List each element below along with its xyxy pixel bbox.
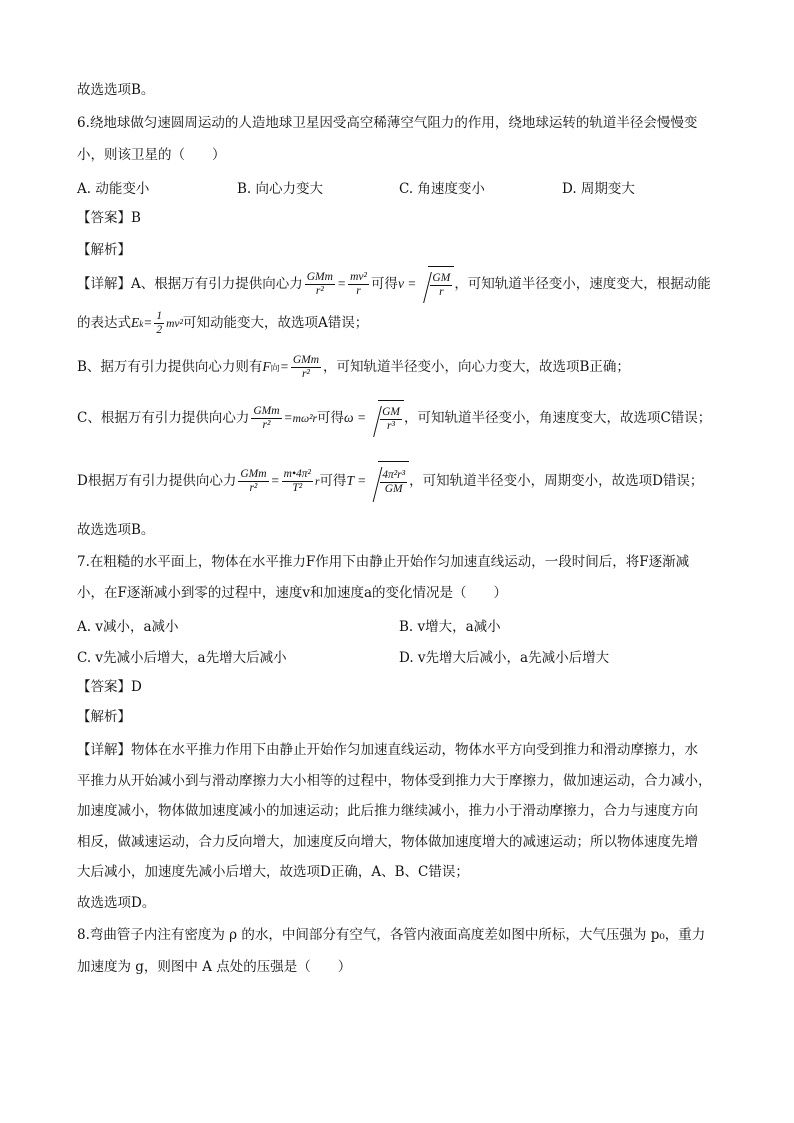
answer-label: 【答案】D — [77, 679, 142, 695]
question-6-text: 6.绕地球做匀速圆周运动的人造地球卫星因受高空稀薄空气阻力的作用，绕地球运转的轨道半径会慢慢变 — [77, 115, 698, 131]
formula-sqrt: $\frac{GM}{\text{r³}}$ — [368, 400, 404, 437]
question-6-options — [77, 177, 717, 195]
question-7-options — [77, 646, 717, 664]
option-c: C. 角速度变小 — [399, 181, 485, 197]
formula-fraction: $\frac{\text{GMm}}{\text{r²}}$ — [292, 354, 320, 380]
detail-line: D根据万有引力提供向心力 $\frac{\text{GMm}}{\text{r²}}$ = $\frac{\text{m•4π²}}{\text{T²}}$ r可得T = $\frac{\text{4π²r³}}{GM}$ ，可知轨道半径变小，周期变小，故选项D错误； — [77, 461, 703, 502]
question-8-text: 加速度为 g，则图中 A 点处的压强是（ ） — [77, 959, 352, 975]
question-6-text: 小，则该卫星的（ ） — [77, 147, 226, 163]
option-a: A. v减小，a减小 — [77, 619, 179, 635]
formula-fraction: $\frac{\text{GMm}}{\text{r²}}$ — [240, 468, 267, 494]
analysis-label: 【解析】 — [77, 709, 131, 725]
detail-line: 【详解】A、根据万有引力提供向心力 $\frac{\text{GMm}}{\text{r²}}$ = $\frac{\text{mv²}}{r}$ 可得v = $\frac{GM}{r}$ ，可知轨道半径变小，速度变大，根据动能 — [77, 266, 711, 303]
text-line: 故选选项D。 — [77, 895, 156, 911]
question-8-text: 8.弯曲管子内注有密度为 ρ 的水，中间部分有空气，各管内液面高度差如图中所标，大气压强为 p₀，重力 — [77, 927, 706, 943]
option-b: B. v增大，a减小 — [399, 619, 501, 635]
formula-fraction: $\frac{\text{m•4π²}}{\text{T²}}$ — [283, 468, 311, 494]
detail-line: 平推力从开始减小到与滑动摩擦力大小相等的过程中，物体受到推力大于摩擦力，做加速运动，合力减小， — [77, 773, 712, 789]
formula-sqrt: $\frac{GM}{r}$ — [418, 266, 454, 303]
option-b: B. 向心力变大 — [237, 181, 324, 197]
option-c: C. v先减小后增大，a先增大后减小 — [77, 650, 287, 666]
analysis-label: 【解析】 — [77, 242, 131, 258]
formula-fraction: $\frac{\text{GMm}}{\text{r²}}$ — [253, 405, 280, 431]
detail-line: 【详解】物体在水平推力作用下由静止开始作匀加速直线运动，物体水平方向受到推力和滑动摩擦力，水 — [77, 742, 698, 758]
detail-line: B、据万有引力提供向心力则有F向= $\frac{\text{GMm}}{\text{r²}}$ ，可知轨道半径变小，向心力变大，故选项B正确； — [77, 354, 630, 380]
detail-line: 大后减小，加速度先减小后增大，故选项D正确，A、B、C错误； — [77, 864, 469, 880]
detail-line: 的表达式Ek= $\frac{1}{2}$ mv²可知动能变大，故选项A错误； — [77, 310, 369, 336]
formula-fraction: $\frac{\text{GMm}}{\text{r²}}$ — [306, 271, 333, 297]
formula-fraction: $\frac{\text{mv²}}{r}$ — [350, 271, 367, 297]
text-line: 故选选项B。 — [77, 82, 155, 98]
detail-line: 加速度减小，物体做加速度减小的加速运动；此后推力继续减小，推力小于滑动摩擦力，合力与速度方向 — [77, 803, 698, 819]
option-d: D. v先增大后减小，a先减小后增大 — [399, 650, 610, 666]
question-7-text: 7.在粗糙的水平面上，物体在水平推力F作用下由静止开始作匀加速直线运动，一段时间后，将F逐渐减 — [77, 554, 690, 570]
text-line: 故选选项B。 — [77, 522, 155, 538]
question-7-options — [77, 615, 717, 633]
detail-line: 相反，做减速运动，合力反向增大，加速度反向增大，物体做加速度增大的减速运动；所以物体速度先增 — [77, 834, 698, 850]
option-a: A. 动能变小 — [77, 181, 150, 197]
formula-sqrt: $\frac{\text{4π²r³}}{GM}$ — [368, 461, 409, 502]
option-d: D. 周期变大 — [562, 181, 635, 197]
detail-line: C、根据万有引力提供向心力 $\frac{\text{GMm}}{\text{r²}}$ =mω²r可得ω = $\frac{GM}{\text{r³}}$ ，可知轨道半径变小，角速度变大，故选项C错误； — [77, 400, 711, 437]
answer-label: 【答案】B — [77, 210, 141, 226]
question-7-text: 小，在F逐渐减小到零的过程中，速度v和加速度a的变化情况是（ ） — [77, 585, 508, 601]
formula-fraction: $\frac{1}{2}$ — [156, 310, 163, 336]
